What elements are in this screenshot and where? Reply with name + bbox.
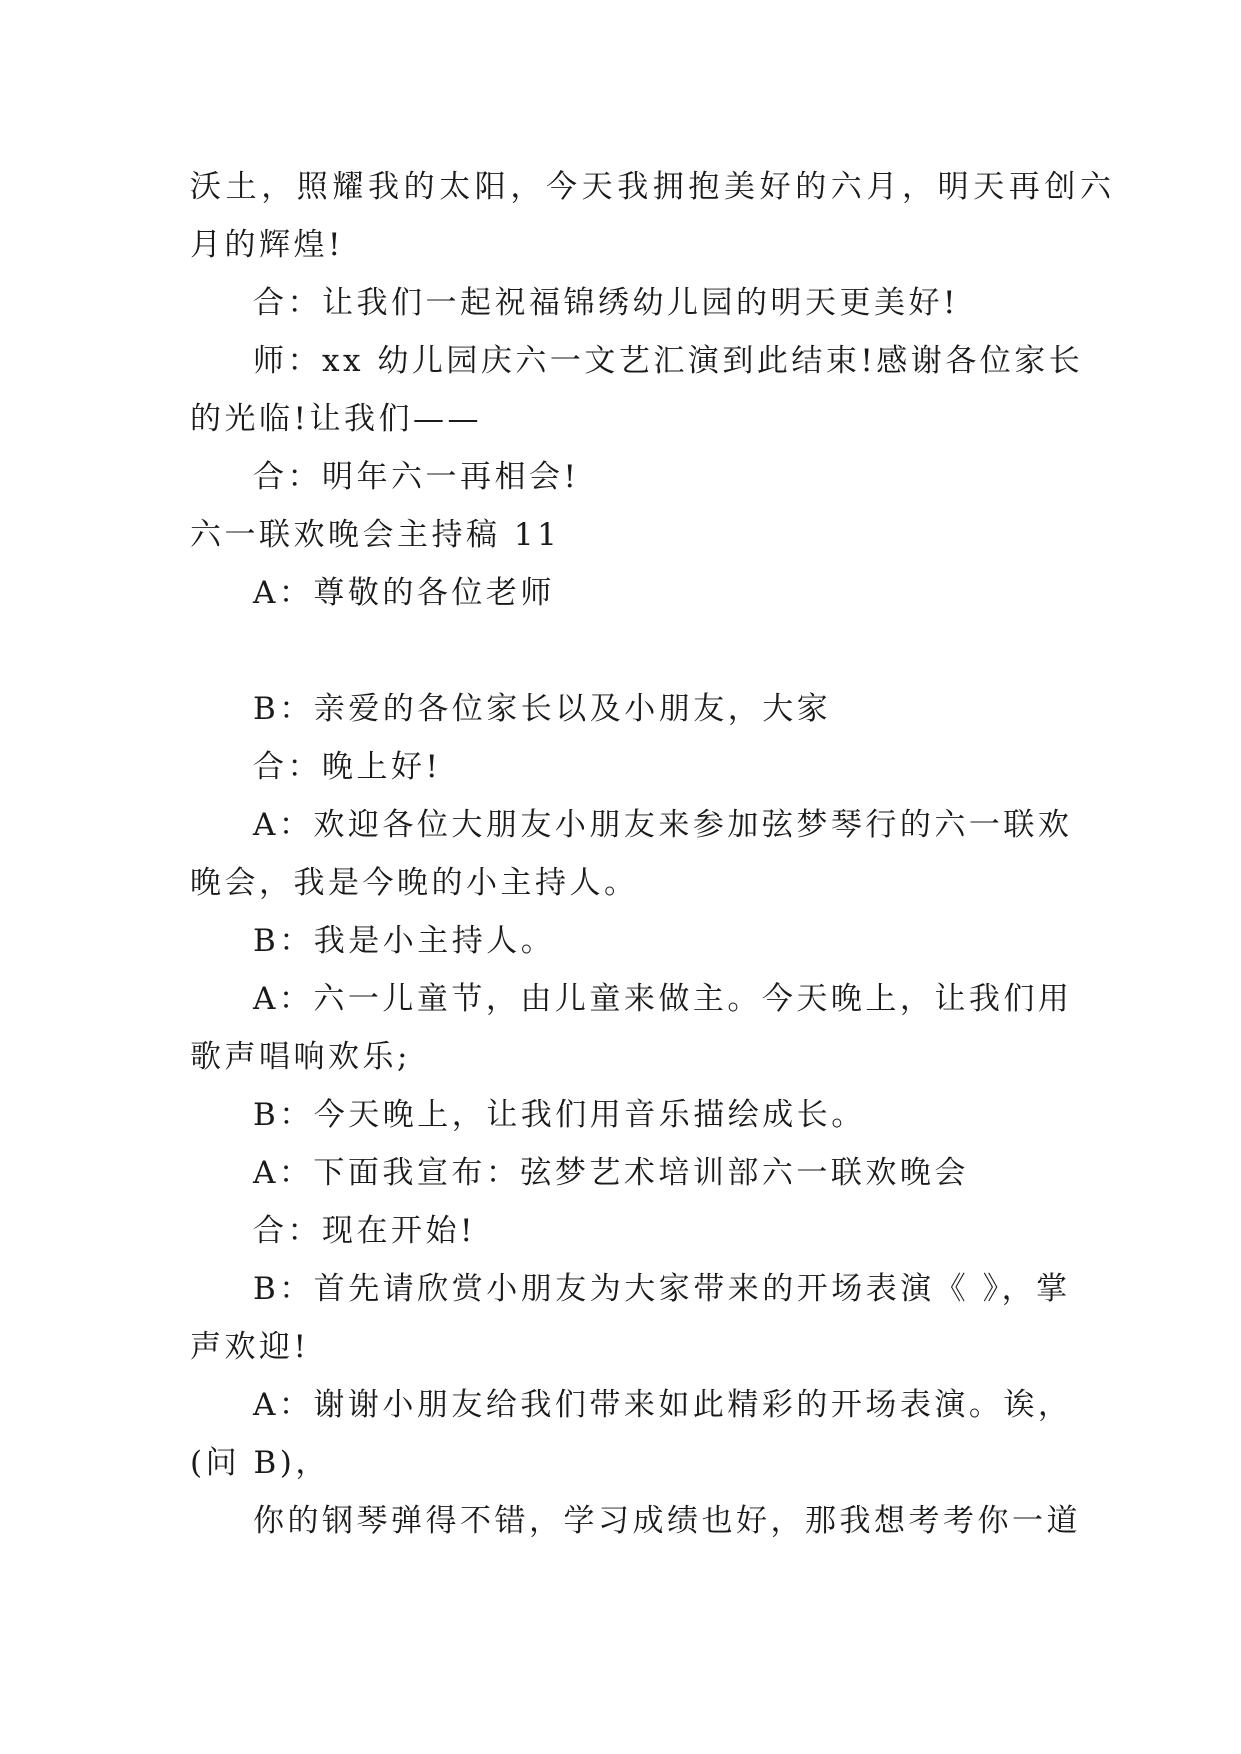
- text-line: 合：现在开始!: [253, 1213, 476, 1249]
- text-line: B：今天晚上，让我们用音乐描绘成长。: [253, 1097, 866, 1133]
- text-line: 月的辉煌!: [190, 227, 344, 263]
- text-line: 合：明年六一再相会!: [253, 459, 580, 495]
- text-line: 合：晚上好!: [253, 749, 442, 785]
- text-line: (问 B)，: [190, 1445, 330, 1481]
- text-line: B：亲爱的各位家长以及小朋友，大家: [253, 691, 832, 727]
- text-line: A：下面我宣布：弦梦艺术培训部六一联欢晚会: [253, 1155, 969, 1191]
- text-line: 你的钢琴弹得不错，学习成绩也好，那我想考考你一道: [253, 1503, 1081, 1539]
- text-line: 合：让我们一起祝福锦绣幼儿园的明天更美好!: [253, 285, 959, 321]
- text-line: 歌声唱响欢乐;: [190, 1039, 411, 1075]
- text-line: 声欢迎!: [190, 1329, 310, 1365]
- text-line: A：六一儿童节，由儿童来做主。今天晚上，让我们用: [253, 981, 1073, 1017]
- text-line: B：首先请欣赏小朋友为大家带来的开场表演《 》，掌: [253, 1271, 1071, 1307]
- text-line: A：谢谢小朋友给我们带来如此精彩的开场表演。诶，: [253, 1387, 1073, 1423]
- text-line: B：我是小主持人。: [253, 923, 556, 959]
- text-line: 师：xx 幼儿园庆六一文艺汇演到此结束!感谢各位家长: [253, 343, 1084, 379]
- text-line: 晚会，我是今晚的小主持人。: [190, 865, 639, 901]
- section-heading: 六一联欢晚会主持稿 11: [190, 517, 561, 553]
- text-line: 的光临!让我们——: [190, 401, 482, 437]
- text-line: 沃土，照耀我的太阳，今天我拥抱美好的六月，明天再创六: [190, 169, 1116, 205]
- text-line: A：欢迎各位大朋友小朋友来参加弦梦琴行的六一联欢: [253, 807, 1073, 843]
- text-line: A：尊敬的各位老师: [253, 575, 555, 611]
